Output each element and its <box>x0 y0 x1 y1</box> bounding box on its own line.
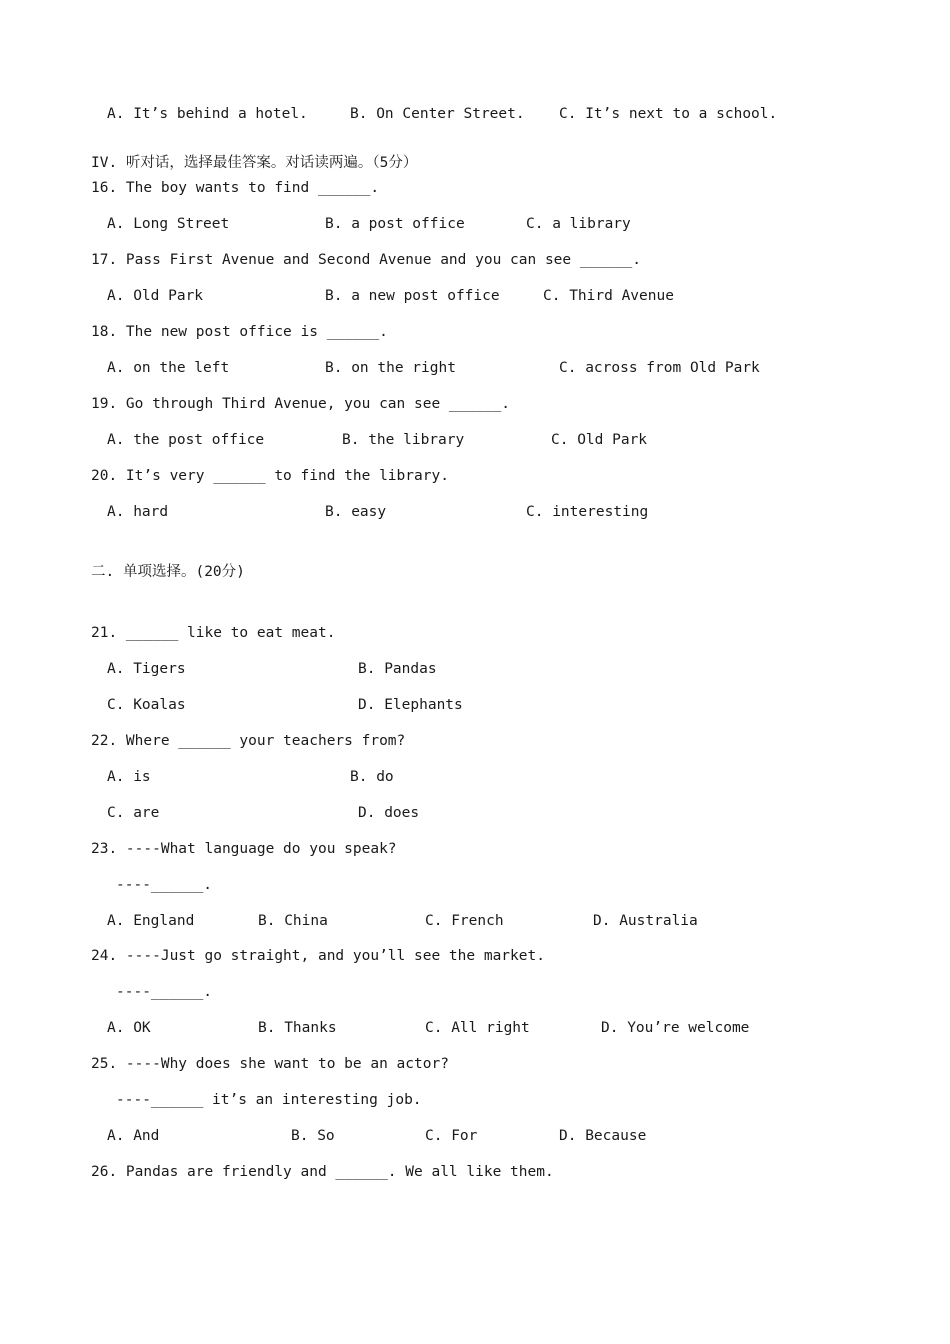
option-c: C. are <box>107 805 160 821</box>
option-c: C. It’s next to a school. <box>559 106 778 122</box>
dialogue-reply: ----______ it’s an interesting job. <box>116 1092 422 1108</box>
option-c: C. For <box>425 1128 478 1144</box>
option-d: D. Because <box>559 1128 647 1144</box>
question-stem: 21. ______ like to eat meat. <box>91 625 336 641</box>
question-stem: 19. Go through Third Avenue, you can see ______. <box>91 396 511 412</box>
option-a: A. OK <box>107 1020 151 1036</box>
option-b: B. a new post office <box>325 288 500 304</box>
question-stem: 25. ----Why does she want to be an actor? <box>91 1056 449 1072</box>
question-stem: 20. It’s very ______ to find the library. <box>91 468 449 484</box>
option-c: C. a library <box>526 216 631 232</box>
option-a: A. hard <box>107 504 169 520</box>
option-b: B. On Center Street. <box>350 106 525 122</box>
option-d: D. does <box>358 805 420 821</box>
option-c: C. interesting <box>526 504 649 520</box>
dialogue-reply: ----______. <box>116 984 213 1000</box>
option-b: B. a post office <box>325 216 465 232</box>
option-b: B. So <box>291 1128 335 1144</box>
option-c: C. Koalas <box>107 697 186 713</box>
option-b: B. Pandas <box>358 661 437 677</box>
section-heading: 二. 单项选择。(20分) <box>91 564 245 580</box>
question-stem: 22. Where ______ your teachers from? <box>91 733 406 749</box>
option-a: A. is <box>107 769 151 785</box>
question-stem: 18. The new post office is ______. <box>91 324 388 340</box>
option-d: D. Australia <box>593 913 698 929</box>
option-c: C. Third Avenue <box>543 288 674 304</box>
question-stem: 17. Pass First Avenue and Second Avenue and you can see ______. <box>91 252 641 268</box>
option-b: B. China <box>258 913 328 929</box>
option-b: B. do <box>350 769 394 785</box>
option-a: A. Old Park <box>107 288 204 304</box>
option-c: C. French <box>425 913 504 929</box>
option-a: A. on the left <box>107 360 230 376</box>
option-b: B. Thanks <box>258 1020 337 1036</box>
option-b: B. on the right <box>325 360 456 376</box>
option-a: A. Long Street <box>107 216 230 232</box>
option-c: C. Old Park <box>551 432 648 448</box>
option-d: D. You’re welcome <box>601 1020 750 1036</box>
option-c: C. across from Old Park <box>559 360 760 376</box>
option-a: A. England <box>107 913 195 929</box>
option-a: A. And <box>107 1128 160 1144</box>
option-c: C. All right <box>425 1020 530 1036</box>
option-b: B. the library <box>342 432 465 448</box>
question-stem: 23. ----What language do you speak? <box>91 841 397 857</box>
option-b: B. easy <box>325 504 387 520</box>
option-a: A. It’s behind a hotel. <box>107 106 308 122</box>
section-heading: IV. 听对话，选择最佳答案。对话读两遍。（5分） <box>91 155 418 171</box>
option-d: D. Elephants <box>358 697 463 713</box>
option-a: A. the post office <box>107 432 265 448</box>
option-a: A. Tigers <box>107 661 186 677</box>
question-stem: 16. The boy wants to find ______. <box>91 180 380 196</box>
dialogue-reply: ----______. <box>116 877 213 893</box>
question-stem: 26. Pandas are friendly and ______. We all like them. <box>91 1164 554 1180</box>
question-stem: 24. ----Just go straight, and you’ll see the market. <box>91 948 545 964</box>
